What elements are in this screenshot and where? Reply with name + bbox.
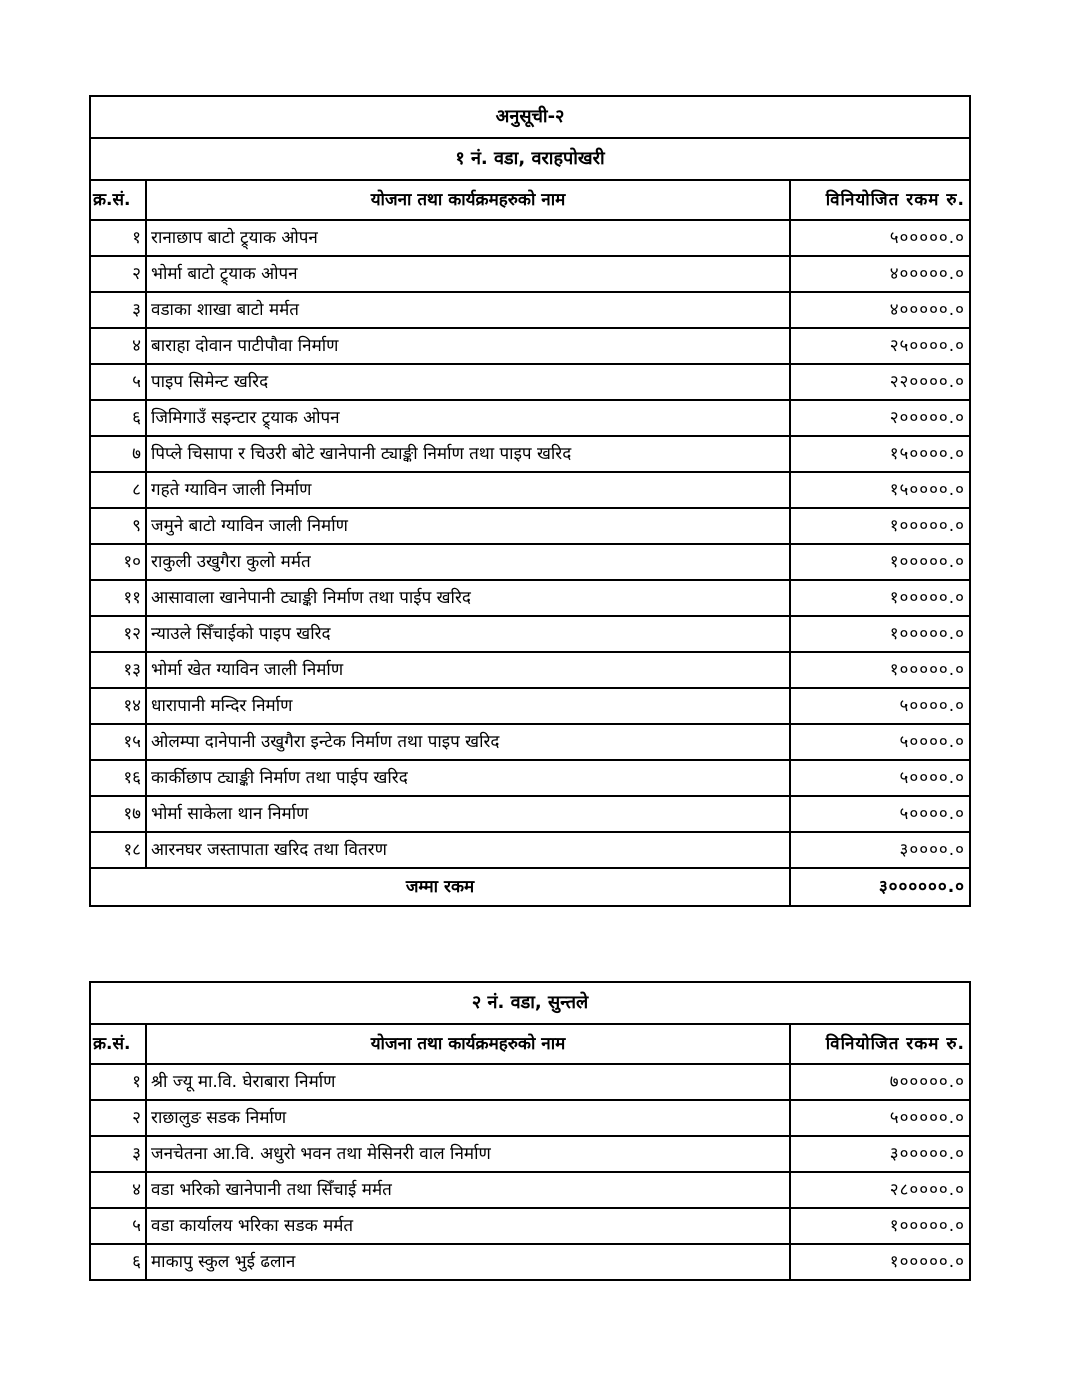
ward-title: २ नं. वडा, सुन्तले [90, 982, 970, 1024]
table-row [90, 292, 970, 328]
serial-number-cell: ४ [90, 328, 146, 364]
column-header-amount: विनियोजित रकम रु. [790, 1024, 970, 1064]
table-row [90, 724, 970, 760]
serial-number-cell: १३ [90, 652, 146, 688]
column-header-row [90, 180, 970, 220]
amount-cell: १०००००.० [790, 616, 970, 652]
project-name-cell: आसावाला खानेपानी ट्याङ्की निर्माण तथा पाईप खरिद [146, 580, 790, 616]
project-name-cell: राकुली उखुगैरा कुलो मर्मत [146, 544, 790, 580]
column-header-serial: क्र.सं. [90, 180, 146, 220]
serial-number-cell: १६ [90, 760, 146, 796]
project-name-cell: वडा कार्यालय भरिका सडक मर्मत [146, 1208, 790, 1244]
amount-cell: ३००००.० [790, 832, 970, 868]
table-row [90, 1172, 970, 1208]
table-row [90, 580, 970, 616]
serial-number-cell: १७ [90, 796, 146, 832]
serial-number-cell: १२ [90, 616, 146, 652]
serial-number-cell: २ [90, 256, 146, 292]
project-name-cell: वडा भरिको खानेपानी तथा सिँचाई मर्मत [146, 1172, 790, 1208]
serial-number-cell: १८ [90, 832, 146, 868]
project-name-cell: रानाछाप बाटो ट्र्याक ओपन [146, 220, 790, 256]
amount-cell: १०००००.० [790, 652, 970, 688]
project-name-cell: वडाका शाखा बाटो मर्मत [146, 292, 790, 328]
total-label: जम्मा रकम [90, 868, 790, 906]
table-row [90, 256, 970, 292]
table-row [90, 472, 970, 508]
total-amount: ३००००००.० [790, 868, 970, 906]
table-row [90, 1064, 970, 1100]
amount-cell: १०००००.० [790, 544, 970, 580]
serial-number-cell: १५ [90, 724, 146, 760]
project-name-cell: माकापु स्कुल भुई ढलान [146, 1244, 790, 1280]
serial-number-cell: ९ [90, 508, 146, 544]
amount-cell: ५००००.० [790, 688, 970, 724]
schedule-title: अनुसूची-२ [90, 96, 970, 138]
table-row [90, 1136, 970, 1172]
serial-number-cell: ५ [90, 364, 146, 400]
column-header-row [90, 1024, 970, 1064]
project-name-cell: जमुने बाटो ग्याविन जाली निर्माण [146, 508, 790, 544]
column-header-name: योजना तथा कार्यक्रमहरुको नाम [146, 180, 790, 220]
amount-cell: ४०००००.० [790, 292, 970, 328]
table-row [90, 544, 970, 580]
amount-cell: ३०००००.० [790, 1136, 970, 1172]
project-name-cell: कार्कीछाप ट्याङ्की निर्माण तथा पाईप खरिद [146, 760, 790, 796]
schedule-title-row [90, 96, 970, 138]
amount-cell: ५००००.० [790, 724, 970, 760]
table-row [90, 436, 970, 472]
project-name-cell: गहते ग्याविन जाली निर्माण [146, 472, 790, 508]
project-name-cell: श्री ज्यू मा.वि. घेराबारा निर्माण [146, 1064, 790, 1100]
project-name-cell: भोर्मा खेत ग्याविन जाली निर्माण [146, 652, 790, 688]
table-row [90, 400, 970, 436]
amount-cell: १५००००.० [790, 436, 970, 472]
amount-cell: ५००००.० [790, 760, 970, 796]
serial-number-cell: ५ [90, 1208, 146, 1244]
amount-cell: २०००००.० [790, 400, 970, 436]
project-name-cell: पाइप सिमेन्ट खरिद [146, 364, 790, 400]
table-row [90, 616, 970, 652]
serial-number-cell: ३ [90, 292, 146, 328]
serial-number-cell: ६ [90, 400, 146, 436]
amount-cell: ४०००००.० [790, 256, 970, 292]
column-header-serial: क्र.सं. [90, 1024, 146, 1064]
amount-cell: ५०००००.० [790, 1100, 970, 1136]
amount-cell: ५०००००.० [790, 220, 970, 256]
serial-number-cell: ११ [90, 580, 146, 616]
table-row [90, 1100, 970, 1136]
table-row [90, 1244, 970, 1280]
project-name-cell: भोर्मा साकेला थान निर्माण [146, 796, 790, 832]
project-name-cell: भोर्मा बाटो ट्र्याक ओपन [146, 256, 790, 292]
project-name-cell: आरनघर जस्तापाता खरिद तथा वितरण [146, 832, 790, 868]
column-header-name: योजना तथा कार्यक्रमहरुको नाम [146, 1024, 790, 1064]
amount-cell: १०००००.० [790, 580, 970, 616]
project-name-cell: धारापानी मन्दिर निर्माण [146, 688, 790, 724]
table-row [90, 796, 970, 832]
amount-cell: ७०००००.० [790, 1064, 970, 1100]
project-name-cell: जनचेतना आ.वि. अधुरो भवन तथा मेसिनरी वाल निर्माण [146, 1136, 790, 1172]
amount-cell: २२००००.० [790, 364, 970, 400]
table-row [90, 688, 970, 724]
amount-cell: १५००००.० [790, 472, 970, 508]
amount-cell: २८००००.० [790, 1172, 970, 1208]
project-name-cell: न्याउले सिँचाईको पाइप खरिद [146, 616, 790, 652]
serial-number-cell: ८ [90, 472, 146, 508]
serial-number-cell: २ [90, 1100, 146, 1136]
serial-number-cell: ६ [90, 1244, 146, 1280]
ward-title: १ नं. वडा, वराहपोखरी [90, 138, 970, 180]
table-row [90, 328, 970, 364]
amount-cell: १०००००.० [790, 508, 970, 544]
project-name-cell: ओलम्पा दानेपानी उखुगैरा इन्टेक निर्माण तथा पाइप खरिद [146, 724, 790, 760]
project-name-cell: पिप्ले चिसापा र चिउरी बोटे खानेपानी ट्याङ्की निर्माण तथा पाइप खरिद [146, 436, 790, 472]
amount-cell: ५००००.० [790, 796, 970, 832]
serial-number-cell: ४ [90, 1172, 146, 1208]
column-header-amount: विनियोजित रकम रु. [790, 180, 970, 220]
project-name-cell: बाराहा दोवान पाटीपौवा निर्माण [146, 328, 790, 364]
table-row [90, 508, 970, 544]
project-name-cell: जिमिगाउँ सइन्टार ट्र्याक ओपन [146, 400, 790, 436]
amount-cell: १०००००.० [790, 1208, 970, 1244]
table-row [90, 220, 970, 256]
ward-title-row [90, 138, 970, 180]
table-row [90, 832, 970, 868]
ward-title-row [90, 982, 970, 1024]
table-row [90, 364, 970, 400]
serial-number-cell: १ [90, 1064, 146, 1100]
ward1-table [89, 95, 971, 907]
table-row [90, 1208, 970, 1244]
project-name-cell: राछालुङ सडक निर्माण [146, 1100, 790, 1136]
total-row [90, 868, 970, 906]
amount-cell: १०००००.० [790, 1244, 970, 1280]
table-row [90, 652, 970, 688]
serial-number-cell: ७ [90, 436, 146, 472]
serial-number-cell: १० [90, 544, 146, 580]
amount-cell: २५००००.० [790, 328, 970, 364]
serial-number-cell: १ [90, 220, 146, 256]
ward2-table [89, 981, 971, 1281]
serial-number-cell: ३ [90, 1136, 146, 1172]
table-row [90, 760, 970, 796]
serial-number-cell: १४ [90, 688, 146, 724]
